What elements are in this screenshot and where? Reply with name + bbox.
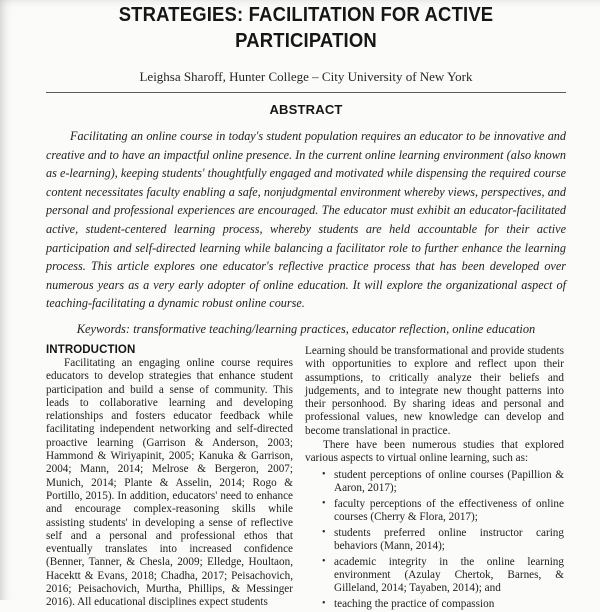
- study-aspect-item: • faculty perceptions of the effectiveness of online courses (Cherry & Flora, 2017);: [334, 498, 564, 525]
- two-column-body: [46, 344, 566, 612]
- introduction-heading: INTRODUCTION: [46, 343, 136, 356]
- left-column: [46, 344, 293, 612]
- introduction-paragraph: Facilitating an engaging online course requires educators to develop strategies that enhance student participation and build a sense of community. This leads to collaborative learning and developing relationships and fosters educator feedback while facilitating independent networking and self-directed proactive learning (Garrison & Anderson, 2003; Hammond & Wiriyapinit, 2005; Kanuka & Garrison, 2004; Mann, 2014; Melrose & Bergeron, 2007; Munich, 2014; Plante & Asselin, 2014; Rogo & Portillo, 2015). In addition, educators' need to enhance and encourage complex-reasoning skills while assisting students' in developing a sense of reflective self and a personal and professional ethos that eventually translates into increased confidence (Benner, Tanner, & Chesla, 2009; Elledge, Houltaon, Hacektt & Evans, 2018; Chadha, 2017; Peisachovich, 2016; Peisachovich, Murtha, Phillips, & Messinger 2016). All educational disciplines expect students: [46, 356, 293, 609]
- page-title: STRATEGIES: FACILITATION FOR ACTIVE PARTICIPATION: [118, 3, 494, 52]
- study-aspect-item: • teaching the practice of compassion: [334, 598, 564, 611]
- abstract-heading: ABSTRACT: [269, 102, 343, 117]
- study-aspects-list: [305, 469, 564, 612]
- right-column-paragraph-1: Learning should be transformational and provide students with opportunities to explore and reflect upon their assumptions, to critically analyze their beliefs and judgements, and to integrate new thought patterns into their personhood. By sharing ideas and personal and professional values, new knowledge can develop and become translational in practice.: [305, 344, 564, 437]
- study-aspect-item: • student perceptions of online courses (Papillion & Aaron, 2017);: [334, 469, 564, 496]
- right-column: [305, 344, 564, 612]
- right-column-paragraph-2: There have been numerous studies that explored various aspects to virtual online learning, such as:: [305, 439, 564, 465]
- abstract-text: Facilitating an online course in today's student population requires an educator to be innovative and creative and to have an impactful online presence. In the current online learning environment (also known as e-learning), keeping students' thoughtfully engaged and motivated while dispensing the required course content necessitates faculty enabling a safe, nonjudgmental environment whereby views, perspectives, and personal and professional experiences are encouraged. The educator must exhibit an educator-facilitated active, student-centered learning process, whereby students are held accountable for their active participation and self-directed learning while balancing a facilitator role to further enhance the learning process. This article explores one educator's reflective practice process that has been developed over numerous years as a very early adopter of online education. It will explore the organizational aspect of teaching-facilitating a dynamic robust online course.: [46, 129, 566, 311]
- study-aspect-item: • academic integrity in the online learning environment (Azulay Chertok, Barnes, & Gilleland, 2014; Tayaben, 2014); and: [334, 556, 564, 596]
- divider-rule: [46, 92, 566, 93]
- author-line: Leighsa Sharoff, Hunter College – City University of New York: [139, 69, 473, 84]
- keywords-line: Keywords: transformative teaching/learning practices, educator reflection, online education: [76, 321, 536, 336]
- study-aspect-item: • students preferred online instructor caring behaviors (Mann, 2014);: [334, 527, 564, 554]
